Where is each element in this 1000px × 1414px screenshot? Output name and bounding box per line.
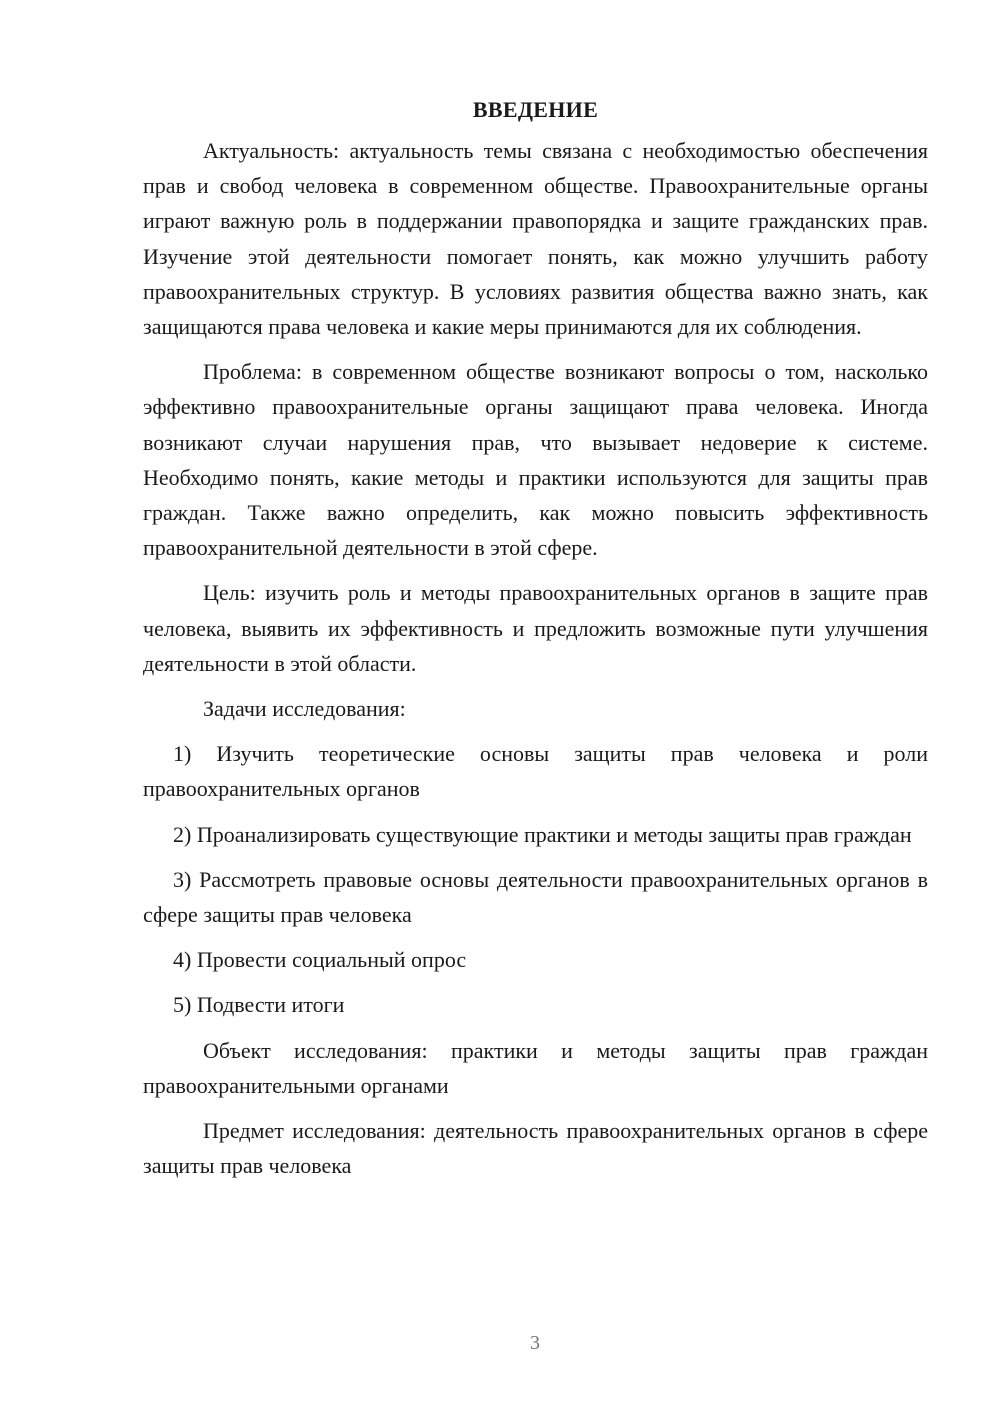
- page-number: 3: [530, 1332, 540, 1354]
- paragraph-relevance: Актуальность: актуальность темы связана с необходимостью обеспечения прав и свобод человека в современном обществе. Правоохранительные органы играют важную роль в поддержании правопорядка и защите гражданских прав. Изучение этой деятельности помогает понять, как можно улучшить работу правоохранительных структур. В условиях развития общества важно знать, как защищаются права человека и какие меры принимаются для их соблюдения.: [143, 138, 928, 340]
- section-heading: ВВЕДЕНИЕ: [472, 97, 599, 122]
- list-item: 5) Подвести итоги: [173, 992, 345, 1018]
- paragraph-problem: Проблема: в современном обществе возникают вопросы о том, насколько эффективно правоохранительные органы защищают права человека. Иногда возникают случаи нарушения прав, что вызывает недоверие к системе. Необходимо понять, какие методы и практики используются для защиты прав граждан. Также важно определить, как можно повысить эффективность правоохранительной деятельности в этой сфере.: [143, 359, 928, 561]
- list-item: 1) Изучить теоретические основы защиты прав человека и роли правоохранительных органов: [143, 741, 928, 802]
- paragraph-goal: Цель: изучить роль и методы правоохранительных органов в защите прав человека, выявить их эффективность и предложить возможные пути улучшения деятельности в этой области.: [143, 580, 928, 676]
- list-item: 3) Рассмотреть правовые основы деятельности правоохранительных органов в сфере защиты прав человека: [143, 866, 928, 928]
- page-content: [143, 92, 928, 1183]
- list-item: 2) Проанализировать существующие практики и методы защиты прав граждан: [173, 821, 912, 847]
- paragraph-object: Объект исследования: практики и методы защиты прав граждан правоохранительными органами: [143, 1037, 928, 1098]
- paragraph-subject: Предмет исследования: деятельность правоохранительных органов в сфере защиты прав человека: [143, 1118, 928, 1179]
- paragraph-tasks-heading: Задачи исследования:: [203, 696, 406, 722]
- list-item: 4) Провести социальный опрос: [173, 947, 467, 973]
- tasks-list: [143, 736, 928, 1022]
